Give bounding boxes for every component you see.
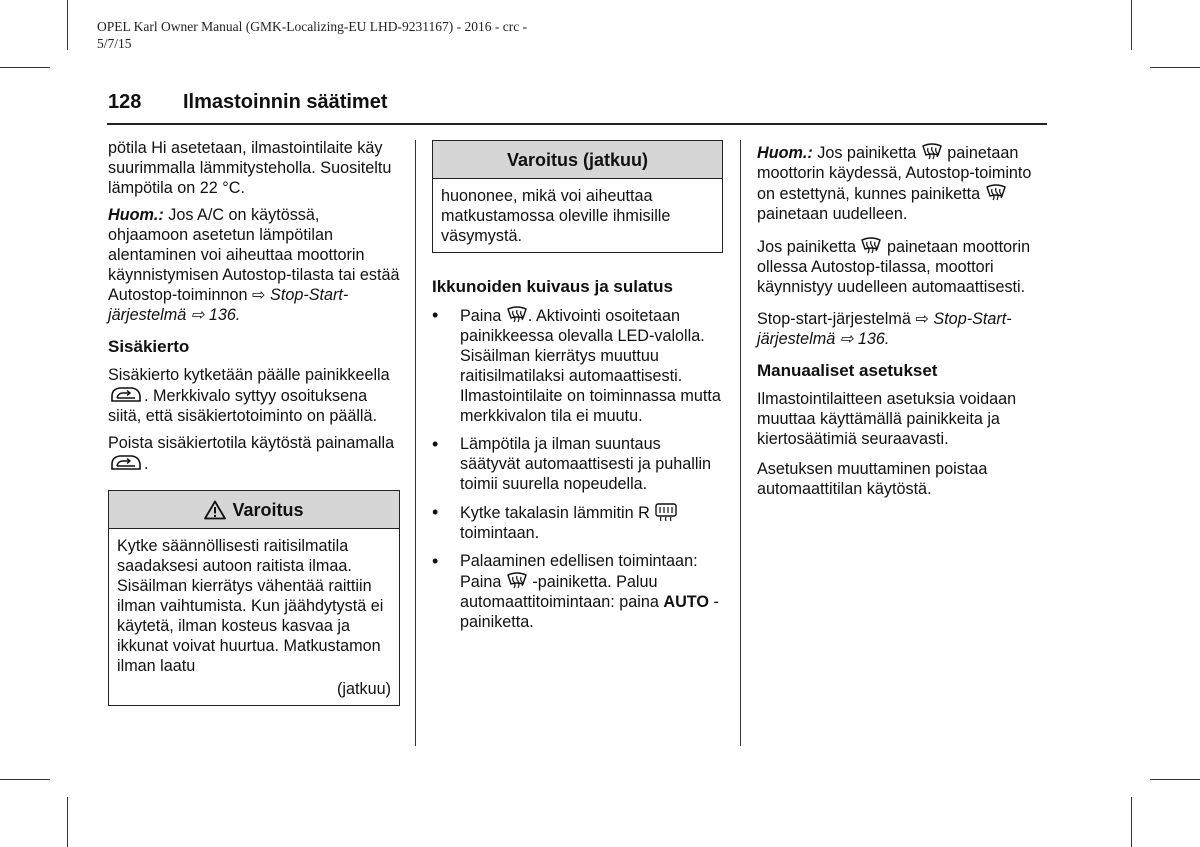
paragraph: Jos painiketta painetaan moottorin ollessa Autostop-tilassa, moottori käynnistyy uudelleen automaattisesti. bbox=[757, 238, 1031, 296]
warning-body bbox=[109, 529, 399, 705]
note-paragraph: Huom.: Jos painiketta painetaan moottorin käydessä, Autostop-toiminto on estettynä, kunnes painiketta painetaan uudelleen. bbox=[757, 144, 1032, 223]
cross-reference-link[interactable]: Stop-Start-järjestelmä bbox=[757, 310, 1012, 348]
column-divider bbox=[415, 140, 416, 746]
crop-mark bbox=[0, 779, 50, 780]
warning-box-continued bbox=[432, 140, 723, 253]
reference-arrow-icon: ⇨ bbox=[186, 306, 209, 324]
crop-mark bbox=[67, 797, 68, 847]
page-reference: 136 bbox=[208, 306, 236, 324]
section-heading-manual: Manuaaliset asetukset bbox=[757, 361, 938, 380]
paragraph: Stop-start-järjestelmä ⇨ Stop-Start-järjestelmä ⇨ 136. bbox=[757, 310, 1012, 348]
windshield-defrost-icon bbox=[506, 571, 528, 591]
crop-mark bbox=[1131, 0, 1132, 50]
print-header bbox=[97, 18, 527, 52]
warning-body bbox=[433, 179, 722, 252]
defrost-list bbox=[432, 305, 723, 632]
note-paragraph: Huom.: Jos A/C on käytössä, ohjaamoon asetetun lämpötilan alentaminen voi aiheuttaa moottorin käynnistymisen Autostop-tilasta tai estää Autostop-toiminnon ⇨ Stop-Start-järjestelmä ⇨ 136. bbox=[108, 206, 400, 324]
list-item: • Kytke takalasin lämmitin R toimintaan. bbox=[432, 502, 723, 543]
column-1 bbox=[108, 138, 400, 706]
warning-text: Kytke säännöllisesti raitisilmatila saadaksesi autoon raitista ilmaa. Sisäilman kierrätys vähentää raittiin ilman vaihtumista. Kun jäähdytystä ei käytetä, ilman kosteus kasvaa ja ikkunat voivat huurtua. Matkustamon ilman laatu bbox=[117, 537, 384, 675]
windshield-defrost-icon bbox=[506, 305, 528, 325]
crop-mark bbox=[1150, 779, 1200, 780]
recirculation-icon bbox=[108, 453, 144, 473]
reference-arrow-icon: ⇨ bbox=[915, 310, 934, 328]
list-item: • Palaaminen edellisen toimintaan: Paina -painiketta. Paluu automaattitoimintaan: paina AUTO -painiketta. bbox=[432, 551, 723, 632]
windshield-defrost-icon bbox=[985, 183, 1007, 203]
rear-window-heater-icon bbox=[654, 502, 678, 522]
crop-mark bbox=[1150, 67, 1200, 68]
paragraph: Sisäkierto kytketään päälle painikkeella . Merkkivalo syttyy osoituksena siitä, että sisäkiertotoiminto on päällä. bbox=[108, 366, 390, 425]
chapter-title: Ilmastoinnin säätimet bbox=[183, 91, 388, 113]
list-item: • Lämpötila ja ilman suuntaus säätyvät automaattisesti ja puhallin toimii suurella nopeudella. bbox=[432, 434, 723, 494]
section-heading-recirculation: Sisäkierto bbox=[108, 337, 190, 356]
warning-title: Varoitus bbox=[232, 500, 304, 520]
warning-header bbox=[109, 491, 399, 529]
warning-box bbox=[108, 490, 400, 706]
header-rule bbox=[107, 123, 1047, 125]
column-3 bbox=[757, 142, 1049, 506]
windshield-defrost-icon bbox=[921, 142, 943, 162]
cross-reference-link[interactable]: Stop-Start-järjestelmä bbox=[108, 286, 349, 324]
crop-mark bbox=[1131, 797, 1132, 847]
crop-mark bbox=[0, 67, 50, 68]
print-header-line2: 5/7/15 bbox=[97, 36, 132, 51]
page-number: 128 bbox=[108, 91, 142, 113]
reference-arrow-icon: ⇨ bbox=[251, 286, 271, 304]
continued-label: (jatkuu) bbox=[337, 680, 391, 698]
column-divider bbox=[740, 140, 741, 746]
reference-arrow-icon: ⇨ bbox=[835, 330, 858, 348]
section-heading-defrost: Ikkunoiden kuivaus ja sulatus bbox=[432, 277, 673, 296]
note-text: Jos A/C on käytössä, ohjaamoon asetetun lämpötilan alentaminen voi aiheuttaa moottorin käynnistymisen Autostop-tilasta tai estää Autostop-toiminnon bbox=[108, 206, 400, 304]
crop-mark bbox=[67, 0, 68, 50]
warning-triangle-icon bbox=[204, 500, 226, 520]
column-2 bbox=[432, 130, 723, 640]
list-item: • Paina . Aktivointi osoitetaan painikkeessa olevalla LED-valolla. Sisäilman kierrätys muuttuu raitisilmatilaksi automaattisesti. Ilmastointilaite on toiminnassa mutta merkkivalon tila ei muutu. bbox=[432, 305, 723, 426]
note-label: Huom.: bbox=[757, 144, 813, 162]
auto-button-label: AUTO bbox=[663, 593, 709, 611]
paragraph: pötila Hi asetetaan, ilmastointilaite käy suurimmalla lämmitysteholla. Suositeltu lämpötila on 22 °C. bbox=[108, 139, 392, 197]
note-label: Huom.: bbox=[108, 206, 164, 224]
warning-header: Varoitus (jatkuu) bbox=[433, 141, 722, 179]
recirculation-icon bbox=[108, 385, 144, 405]
warning-text: huononee, mikä voi aiheuttaa matkustamossa oleville ihmisille väsymystä. bbox=[441, 187, 671, 245]
print-header-line1: OPEL Karl Owner Manual (GMK-Localizing-EU LHD-9231167) - 2016 - crc - bbox=[97, 19, 528, 34]
paragraph: Asetuksen muuttaminen poistaa automaattitilan käytöstä. bbox=[757, 460, 988, 498]
windshield-defrost-icon bbox=[860, 236, 882, 256]
paragraph: Poista sisäkiertotila käytöstä painamalla . bbox=[108, 434, 395, 473]
paragraph: Ilmastointilaitteen asetuksia voidaan muuttaa käyttämällä painikkeita ja kiertosäätimiä seuraavasti. bbox=[757, 390, 1017, 448]
page-reference: 136 bbox=[857, 330, 885, 348]
